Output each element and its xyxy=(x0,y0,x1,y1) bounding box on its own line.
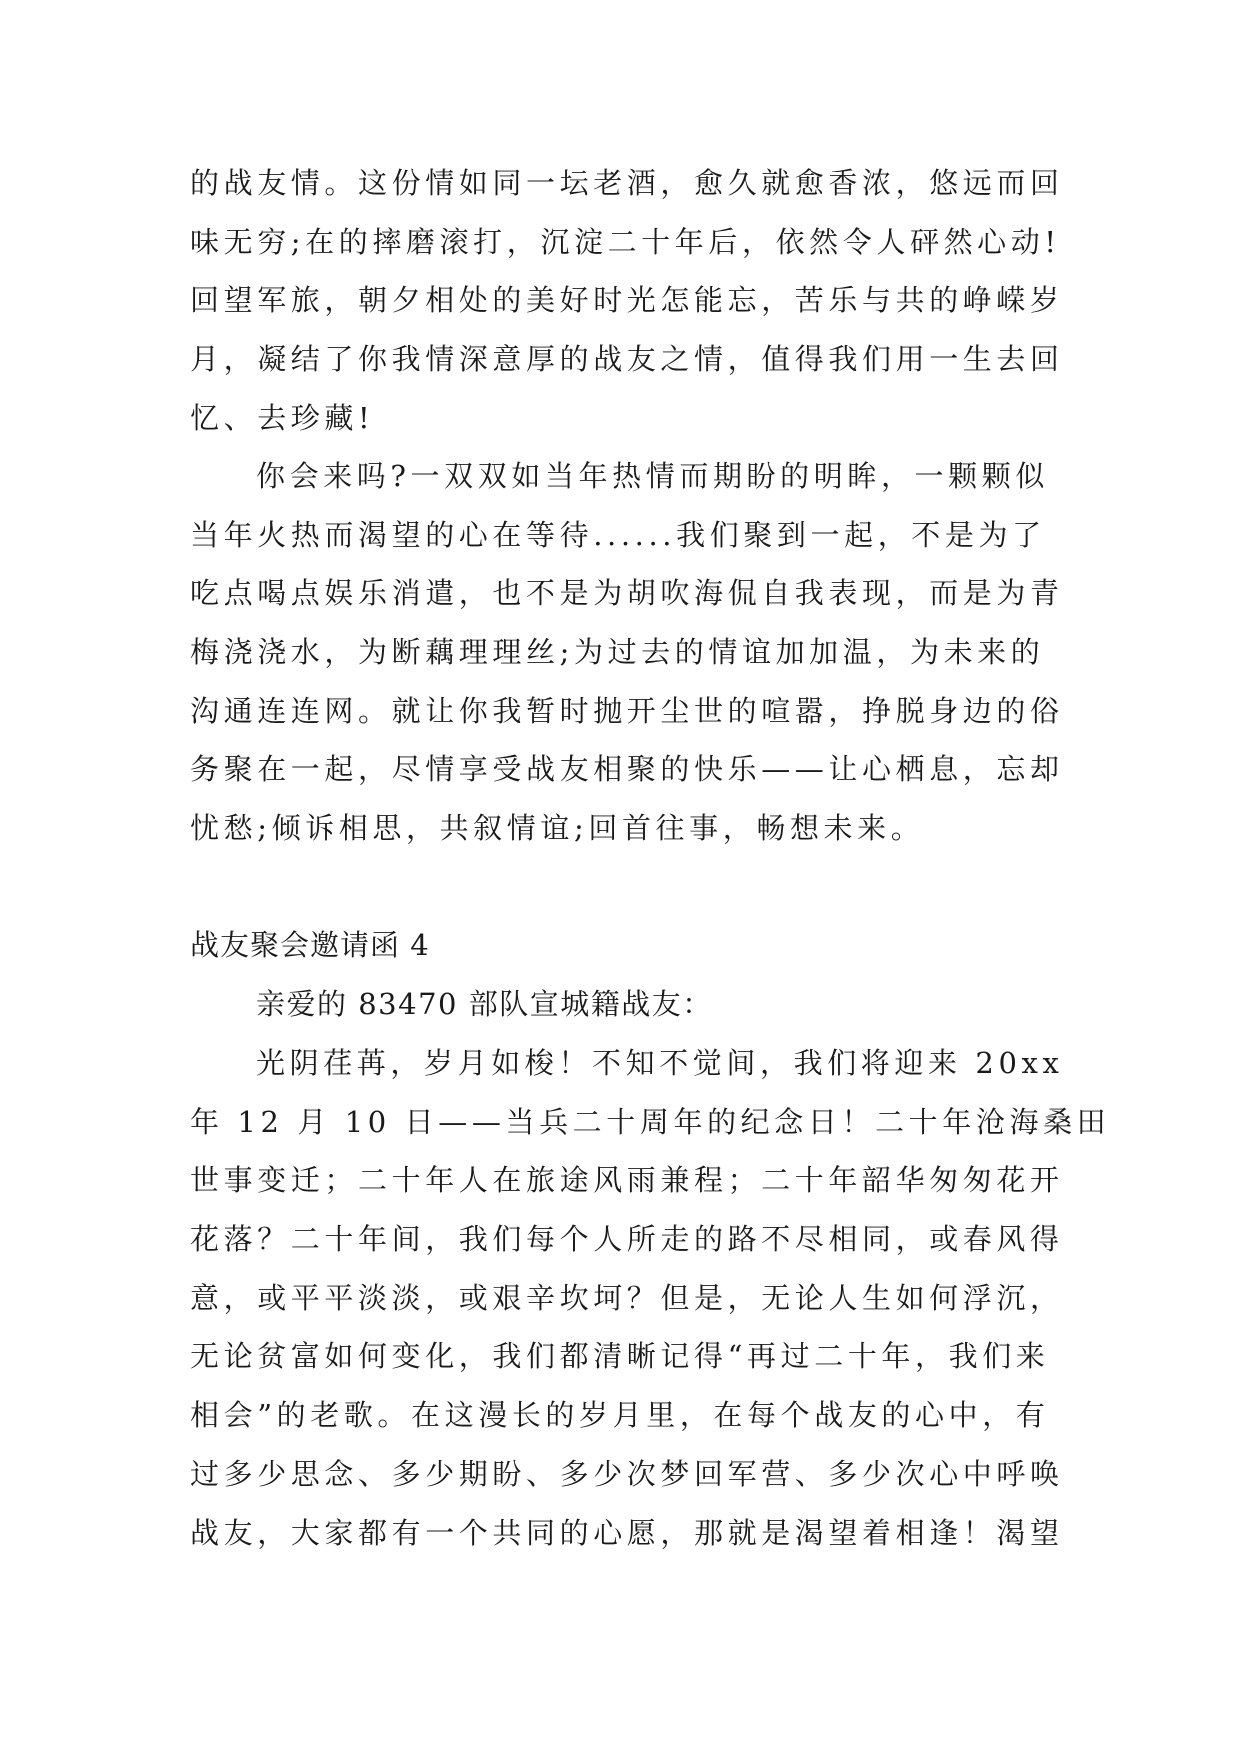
paragraph-anniversary xyxy=(190,1034,1111,1562)
paragraph-line: 意，或平平淡淡，或艰辛坎坷？但是，无论人生如何浮沉， xyxy=(190,1280,1064,1315)
paragraph-line: 光阴荏苒，岁月如梭！不知不觉间，我们将迎来 20xx xyxy=(256,1046,1064,1080)
paragraph-line: 梅浇浇水，为断藕理理丝;为过去的情谊加加温，为未来的 xyxy=(190,635,1045,670)
paragraph-line: 回望军旅，朝夕相处的美好时光怎能忘，苦乐与共的峥嵘岁 xyxy=(190,283,1064,318)
paragraph-line: 相会”的老歌。在这漫长的岁月里，在每个战友的心中，有 xyxy=(190,1398,1050,1433)
paragraph-line: 吃点喝点娱乐消遣，也不是为胡吹海侃自我表现，而是为青 xyxy=(190,576,1064,611)
paragraph-line: 月，凝结了你我情深意厚的战友之情，值得我们用一生去回 xyxy=(190,342,1064,377)
heading-text: 战友聚会邀请函 4 xyxy=(190,928,430,962)
paragraph-line: 忆、去珍藏! xyxy=(190,400,375,435)
paragraph-line: 忧愁;倾诉相思，共叙情谊;回首往事，畅想未来。 xyxy=(190,811,925,846)
paragraph-line: 你会来吗?一双双如当年热情而期盼的明眸，一颗颗似 xyxy=(256,459,1049,493)
paragraph-line: 无论贫富如何变化，我们都清晰记得“再过二十年，我们来 xyxy=(190,1339,1050,1374)
salutation-text: 亲爱的 83470 部队宣城籍战友： xyxy=(256,987,713,1021)
paragraph-will-you-come xyxy=(190,447,1064,858)
paragraph-line: 务聚在一起，尽情享受战友相聚的快乐——让心栖息，忘却 xyxy=(190,752,1064,787)
paragraph-line: 世事变迁；二十年人在旅途风雨兼程；二十年韶华匆匆花开 xyxy=(190,1163,1064,1198)
paragraph-line: 过多少思念、多少期盼、多少次梦回军营、多少次心中呼唤 xyxy=(190,1456,1064,1491)
paragraph-line: 花落？二十年间，我们每个人所走的路不尽相同，或春风得 xyxy=(190,1222,1064,1257)
section-heading xyxy=(190,916,1046,975)
paragraph-line: 年 12 月 10 日——当兵二十周年的纪念日！二十年沧海桑田 xyxy=(190,1104,1111,1139)
paragraph-line: 沟通连连网。就让你我暂时抛开尘世的喧嚣，挣脱身边的俗 xyxy=(190,693,1064,728)
paragraph-friendship xyxy=(190,154,1064,447)
paragraph-line: 当年火热而渴望的心在等待......我们聚到一起，不是为了 xyxy=(190,517,1046,552)
salutation xyxy=(190,975,1046,1034)
paragraph-line: 战友，大家都有一个共同的心愿，那就是渴望着相逢！渴望 xyxy=(190,1515,1064,1550)
paragraph-line: 味无穷;在的摔磨滚打，沉淀二十年后，依然令人砰然心动! xyxy=(190,224,1061,259)
paragraph-line: 的战友情。这份情如同一坛老酒，愈久就愈香浓，悠远而回 xyxy=(190,166,1064,200)
